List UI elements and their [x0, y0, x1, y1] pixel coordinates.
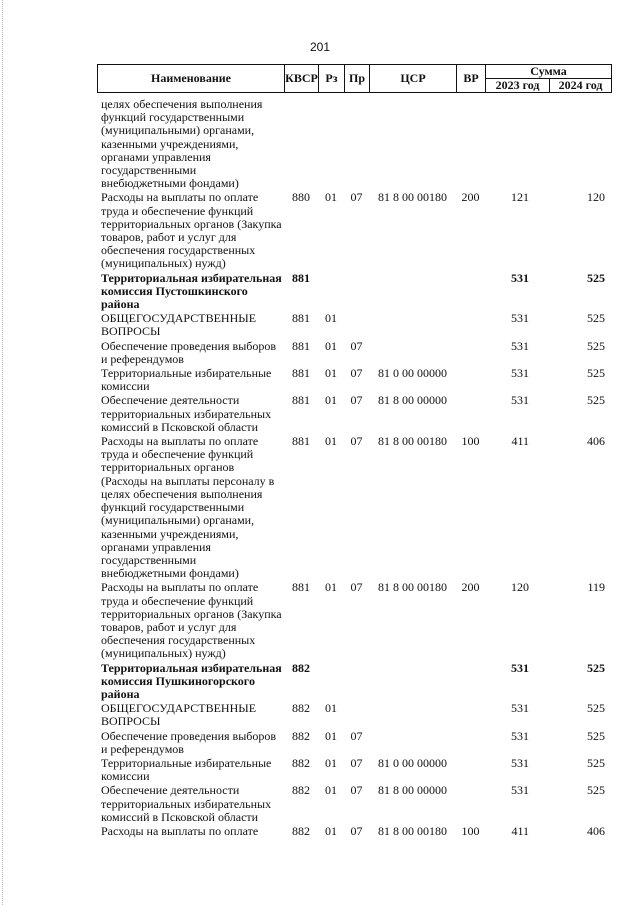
cell-sum-2023: 120: [511, 580, 529, 595]
cell-rz: 01: [325, 728, 337, 743]
cell-sum-2023: 531: [511, 270, 529, 285]
header-pr: Пр: [345, 65, 370, 93]
table-row: [97, 312, 611, 338]
cell-sum-2024: 525: [587, 366, 605, 381]
cell-vr: 200: [461, 190, 480, 205]
cell-name: Обеспечение деятельности территориальных избирательных комиссий в Псковской области: [101, 393, 272, 434]
cell-sum-2024: 406: [587, 434, 605, 449]
cell-name: Обеспечение деятельности территориальных избирательных комиссий в Псковской области: [101, 783, 272, 824]
cell-name: Территориальная избирательная комиссия Пустошкинского района: [101, 270, 282, 312]
table-row: [97, 662, 611, 702]
cell-csr: 81 8 00 00180: [378, 190, 447, 205]
cell-pr: 07: [350, 823, 363, 838]
table-row: [97, 340, 611, 366]
cell-kvsr: 880: [292, 190, 310, 205]
cell-csr: 81 0 00 00000: [378, 366, 447, 381]
scan-edge: [2, 0, 4, 905]
page-number: 201: [309, 40, 331, 54]
cell-pr: 07: [350, 783, 363, 798]
cell-csr: 81 0 00 00000: [378, 755, 447, 770]
table-header: [97, 64, 612, 93]
cell-pr: 07: [350, 366, 363, 381]
cell-rz: 01: [325, 823, 337, 838]
cell-sum-2024: 525: [587, 783, 605, 798]
cell-name: ОБЩЕГОСУДАРСТВЕННЫЕ ВОПРОСЫ: [101, 311, 257, 339]
cell-kvsr: 881: [292, 270, 310, 285]
header-year-2023: 2023 год: [486, 79, 550, 93]
cell-name: Территориальные избирательные комиссии: [101, 755, 272, 784]
cell-vr: 100: [461, 823, 480, 838]
cell-sum-2023: 531: [511, 701, 529, 716]
cell-kvsr: 882: [292, 728, 310, 743]
cell-kvsr: 882: [292, 701, 310, 716]
cell-kvsr: 881: [292, 393, 310, 408]
cell-csr: 81 8 00 00000: [378, 393, 447, 408]
cell-kvsr: 882: [292, 660, 310, 675]
cell-name: Территориальная избирательная комиссия Пушкиногорского района: [101, 660, 282, 701]
table-row: [97, 435, 611, 580]
table-row: [97, 191, 611, 270]
cell-csr: 81 8 00 00180: [378, 580, 447, 595]
table-body: [97, 98, 611, 838]
cell-sum-2024: 525: [587, 701, 605, 716]
table-row: [97, 394, 611, 434]
cell-sum-2023: 531: [511, 783, 529, 798]
table-row: [97, 784, 611, 824]
cell-name: Расходы на выплаты по оплате труда и обеспечение функций территориальных органов (Закупка товаров, работ и услуг для обеспечения государственных (муниципальных) нужд): [101, 580, 282, 661]
table-row: [97, 581, 611, 660]
cell-name: Обеспечение проведения выборов и референдумов: [101, 338, 277, 366]
cell-pr: 07: [350, 393, 363, 408]
cell-rz: 01: [325, 434, 337, 449]
cell-pr: 07: [350, 338, 363, 353]
cell-sum-2023: 531: [511, 311, 529, 326]
cell-name: Расходы на выплаты по оплате труда и обеспечение функций территориальных органов (Расходы на выплаты персоналу в целях обеспечения выполнения функций государственными (муниципальными) органами, казенными учреждениями, органами управления государственными внебюджетными фондами): [101, 434, 275, 581]
cell-name: Расходы на выплаты по оплате: [101, 823, 259, 838]
cell-sum-2024: 120: [587, 190, 605, 205]
table-row: [97, 272, 611, 312]
cell-kvsr: 882: [292, 783, 310, 798]
cell-pr: 07: [350, 580, 363, 595]
cell-csr: 81 8 00 00180: [378, 434, 447, 449]
cell-pr: 07: [350, 728, 363, 743]
cell-sum-2024: 525: [587, 660, 605, 675]
cell-rz: 01: [325, 701, 337, 716]
cell-rz: 01: [325, 366, 337, 381]
table-row: [97, 825, 611, 838]
cell-kvsr: 881: [292, 338, 310, 353]
cell-name: Обеспечение проведения выборов и референдумов: [101, 728, 277, 756]
cell-rz: 01: [325, 580, 337, 595]
cell-name: Расходы на выплаты по оплате труда и обеспечение функций территориальных органов (Закупка товаров, работ и услуг для обеспечения государственных (муниципальных) нужд): [101, 190, 282, 271]
cell-rz: 01: [325, 393, 337, 408]
cell-sum-2024: 525: [587, 270, 605, 285]
cell-sum-2024: 525: [587, 755, 605, 770]
table-row: [97, 98, 611, 190]
cell-sum-2023: 121: [511, 190, 529, 205]
cell-vr: 200: [461, 580, 480, 595]
cell-kvsr: 881: [292, 580, 310, 595]
cell-sum-2023: 531: [511, 755, 529, 770]
cell-sum-2023: 411: [511, 823, 529, 838]
cell-kvsr: 881: [292, 434, 310, 449]
cell-csr: 81 8 00 00000: [378, 783, 447, 798]
cell-sum-2024: 525: [587, 393, 605, 408]
cell-pr: 07: [350, 755, 363, 770]
cell-sum-2023: 531: [511, 366, 529, 381]
cell-kvsr: 881: [292, 366, 310, 381]
cell-sum-2024: 525: [587, 728, 605, 743]
cell-sum-2023: 411: [511, 434, 529, 449]
header-name: Наименование: [98, 65, 285, 93]
cell-sum-2024: 525: [587, 338, 605, 353]
cell-kvsr: 881: [292, 311, 310, 326]
cell-rz: 01: [325, 783, 337, 798]
cell-sum-2023: 531: [511, 660, 529, 675]
table-row: [97, 702, 611, 728]
cell-kvsr: 882: [292, 755, 310, 770]
header-vr: ВР: [457, 65, 486, 93]
table-row: [97, 730, 611, 756]
cell-sum-2024: 525: [587, 311, 605, 326]
cell-vr: 100: [461, 434, 480, 449]
table-row: [97, 367, 611, 393]
cell-csr: 81 8 00 00180: [378, 823, 447, 838]
cell-rz: 01: [325, 755, 337, 770]
cell-sum-2024: 119: [587, 580, 605, 595]
header-sum: Сумма: [486, 65, 612, 79]
table-row: [97, 757, 611, 783]
cell-rz: 01: [325, 311, 337, 326]
cell-sum-2023: 531: [511, 728, 529, 743]
cell-name: ОБЩЕГОСУДАРСТВЕННЫЕ ВОПРОСЫ: [101, 701, 257, 729]
header-csr: ЦСР: [370, 65, 457, 93]
header-kvsr: КВСР: [285, 65, 319, 93]
cell-kvsr: 882: [292, 823, 310, 838]
header-year-2024: 2024 год: [550, 79, 612, 93]
cell-sum-2024: 406: [587, 823, 605, 838]
cell-pr: 07: [350, 434, 363, 449]
cell-name: Территориальные избирательные комиссии: [101, 366, 272, 394]
cell-sum-2023: 531: [511, 393, 529, 408]
cell-name: целях обеспечения выполнения функций государственными (муниципальными) органами, казенными учреждениями, органами управления государственными внебюджетными фондами): [101, 97, 263, 191]
cell-pr: 07: [350, 190, 363, 205]
header-rz: Рз: [319, 65, 345, 93]
cell-sum-2023: 531: [511, 338, 529, 353]
cell-rz: 01: [325, 338, 337, 353]
cell-rz: 01: [325, 190, 337, 205]
